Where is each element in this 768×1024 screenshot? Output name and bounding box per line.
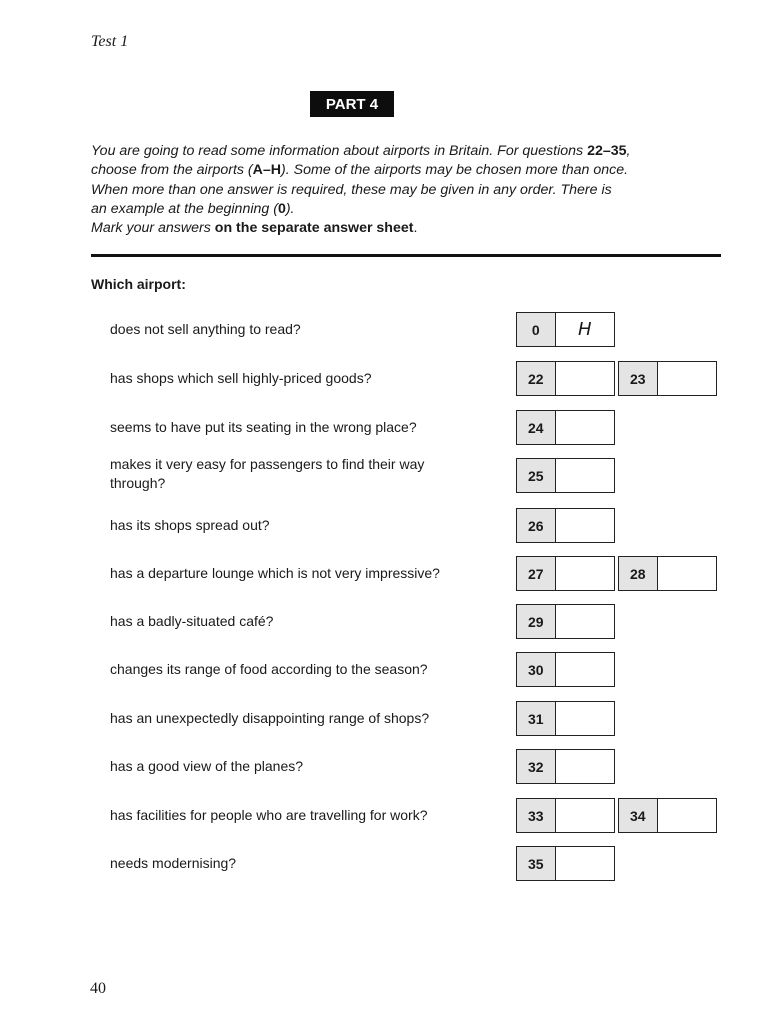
question-number: 0 (517, 313, 556, 346)
answer-field[interactable] (556, 411, 614, 444)
question-text: changes its range of food according to the season? (110, 661, 428, 677)
answer-field[interactable] (556, 750, 614, 783)
question-number: 34 (619, 799, 658, 832)
page-number: 40 (90, 980, 106, 997)
answer-field[interactable] (556, 509, 614, 542)
answer-box-24[interactable] (516, 410, 615, 445)
question-text: has a good view of the planes? (110, 758, 304, 774)
answer-box-32[interactable] (516, 749, 615, 784)
question-number: 24 (517, 411, 556, 444)
question-text: seems to have put its seating in the wrong place? (110, 419, 417, 435)
answer-field[interactable] (658, 557, 716, 590)
answer-field[interactable] (556, 702, 614, 735)
answer-box-27[interactable] (516, 556, 615, 591)
question-text: has facilities for people who are travelling for work? (110, 807, 428, 823)
instructions: You are going to read some information about airports in Britain. For questions 22–35, choose from the airports (A–H). Some of the airports may be chosen more than once. When more than one answer is required, these may be given in any order. There is an example at the beginning (0). Mark your answers on the separate answer sheet. (91, 143, 631, 237)
answer-box-28[interactable] (618, 556, 717, 591)
divider-rule (91, 254, 721, 257)
question-number: 28 (619, 557, 658, 590)
answer-box-35[interactable] (516, 846, 615, 881)
answer-field[interactable] (556, 459, 614, 492)
answer-box-30[interactable] (516, 652, 615, 687)
question-text: needs modernising? (110, 855, 237, 871)
question-text: has its shops spread out? (110, 517, 270, 533)
question-number: 33 (517, 799, 556, 832)
question-number: 23 (619, 362, 658, 395)
question-number: 27 (517, 557, 556, 590)
question-text: has a badly-situated café? (110, 613, 274, 629)
question-number: 25 (517, 459, 556, 492)
answer-box-25[interactable] (516, 458, 615, 493)
answer-field[interactable] (556, 847, 614, 880)
question-text: does not sell anything to read? (110, 321, 301, 337)
answer-field[interactable] (556, 653, 614, 686)
answer-field[interactable]: H (578, 319, 592, 340)
question-text: has shops which sell highly-priced goods? (110, 370, 372, 386)
answer-box-34[interactable] (618, 798, 717, 833)
question-number: 32 (517, 750, 556, 783)
answer-box-26[interactable] (516, 508, 615, 543)
answer-box-33[interactable] (516, 798, 615, 833)
question-number: 30 (517, 653, 556, 686)
question-number: 29 (517, 605, 556, 638)
question-number: 35 (517, 847, 556, 880)
question-number: 22 (517, 362, 556, 395)
running-head: Test 1 (91, 33, 129, 50)
answer-field[interactable] (658, 799, 716, 832)
answer-field[interactable] (658, 362, 716, 395)
question-text: has an unexpectedly disappointing range of shops? (110, 710, 430, 726)
answer-box-0[interactable] (516, 312, 615, 347)
answer-field[interactable] (556, 799, 614, 832)
answer-field[interactable] (556, 362, 614, 395)
question-text: makes it very easy for passengers to find their way through? (110, 456, 425, 491)
question-number: 26 (517, 509, 556, 542)
question-text: has a departure lounge which is not very impressive? (110, 565, 440, 581)
answer-box-22[interactable] (516, 361, 615, 396)
answer-field[interactable] (556, 605, 614, 638)
part-label: PART 4 (310, 91, 394, 117)
answer-box-31[interactable] (516, 701, 615, 736)
section-heading: Which airport: (91, 276, 186, 292)
answer-field[interactable] (556, 557, 614, 590)
answer-box-23[interactable] (618, 361, 717, 396)
question-number: 31 (517, 702, 556, 735)
answer-box-29[interactable] (516, 604, 615, 639)
